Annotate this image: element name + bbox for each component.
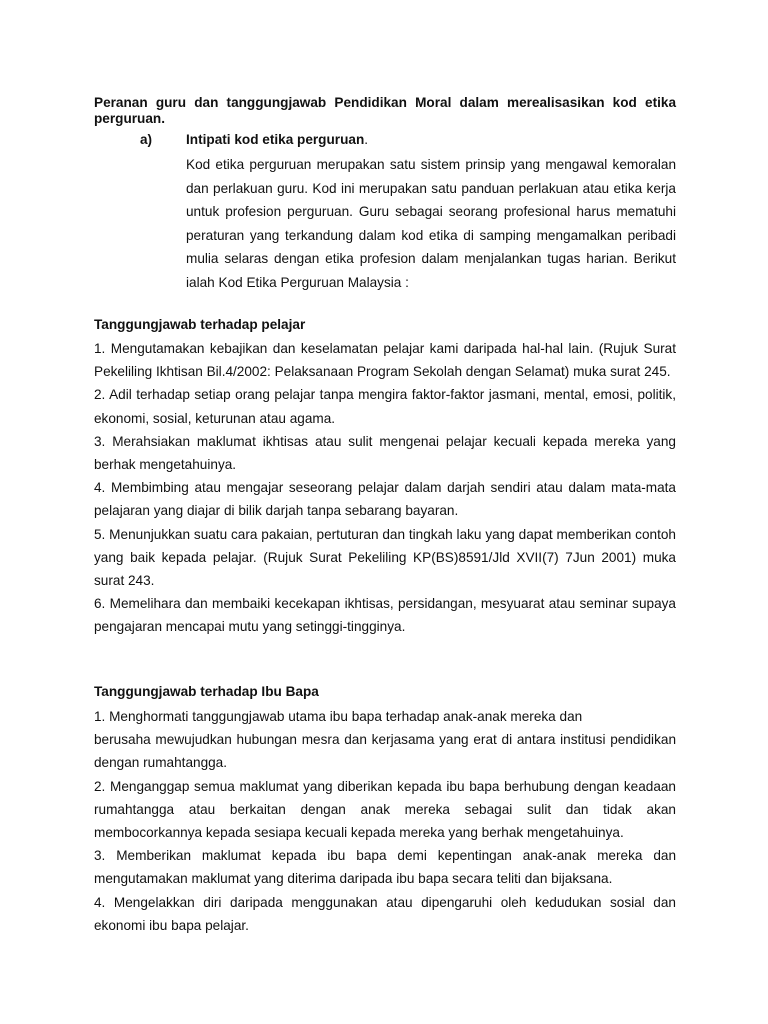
list-item: 6. Memelihara dan membaiki kecekapan ikhtisas, persidangan, mesyuarat atau seminar supaya pengajaran mencapai mutu yang setinggi-tingginya. <box>94 596 676 635</box>
list-item: 1. Menghormati tanggungjawab utama ibu bapa terhadap anak-anak mereka dan <box>94 709 583 724</box>
subsection-heading-suffix: . <box>364 132 369 147</box>
list-item: 5. Menunjukkan suatu cara pakaian, pertuturan dan tingkah laku yang dapat memberikan contoh yang baik kepada pelajar. (Rujuk Surat Pekeliling KP(BS)8591/Jld XVII(7) 7Jun 2001) muka surat 243. <box>94 526 676 589</box>
list-item: 4. Membimbing atau mengajar seseorang pelajar dalam darjah sendiri atau dalam mata-mata pelajaran yang diajar di bilik darjah tanpa sebarang bayaran. <box>94 480 676 519</box>
intro-paragraph: Kod etika perguruan merupakan satu sistem prinsip yang mengawal kemoralan dan perlakuan guru. Kod ini merupakan satu panduan perlakuan atau etika kerja untuk profesion perguruan. Guru sebagai seorang profesional harus mematuhi peraturan yang terkandung dalam kod etika di samping mengamalkan peribadi mulia selaras dengan etika profesion dalam menjalankan tugas harian. Berikut ialah Kod Etika Perguruan Malaysia : <box>186 157 676 290</box>
subsection-heading <box>186 131 368 149</box>
list-item: berusaha mewujudkan hubungan mesra dan kerjasama yang erat di antara institusi pendidikan dengan rumahtangga. <box>94 732 676 771</box>
list-item: 2. Menganggap semua maklumat yang diberikan kepada ibu bapa berhubung dengan keadaan rumahtangga atau berkaitan dengan anak mereka sebagai sulit dan tidak akan membocorkannya kepada sesiapa kecuali kepada mereka yang berhak mengetahuinya. <box>94 778 676 841</box>
list-item: 4. Mengelakkan diri daripada menggunakan atau dipengaruhi oleh kedudukan sosial dan ekonomi ibu bapa pelajar. <box>94 894 676 933</box>
subsection-letter: a) <box>140 132 153 147</box>
list-item: 1. Mengutamakan kebajikan dan keselamatan pelajar kami daripada hal-hal lain. (Rujuk Surat Pekeliling Ikhtisan Bil.4/2002: Pelaksanaan Program Sekolah dengan Selamat) muka surat 245. <box>94 341 676 380</box>
list-item: 3. Merahsiakan maklumat ikhtisas atau sulit mengenai pelajar kecuali kepada mereka yang berhak mengetahuinya. <box>94 433 676 473</box>
subsection-heading-text: Intipati kod etika perguruan <box>186 132 365 147</box>
list-item: 3. Memberikan maklumat kepada ibu bapa demi kepentingan anak-anak mereka dan mengutamakan maklumat yang diterima daripada ibu bapa secara teliti dan bijaksana. <box>94 848 676 887</box>
list-item: 2. Adil terhadap setiap orang pelajar tanpa mengira faktor-faktor jasmani, mental, emosi, politik, ekonomi, sosial, keturunan atau agama. <box>94 387 676 426</box>
section-heading-pelajar: Tanggungjawab terhadap pelajar <box>94 317 306 332</box>
document-title: Peranan guru dan tanggungjawab Pendidikan Moral dalam merealisasikan kod etika perguruan. <box>94 95 676 126</box>
pelajar-list <box>94 337 676 639</box>
ibu-bapa-list <box>94 705 676 937</box>
section-heading-ibu-bapa: Tanggungjawab terhadap Ibu Bapa <box>94 684 319 699</box>
